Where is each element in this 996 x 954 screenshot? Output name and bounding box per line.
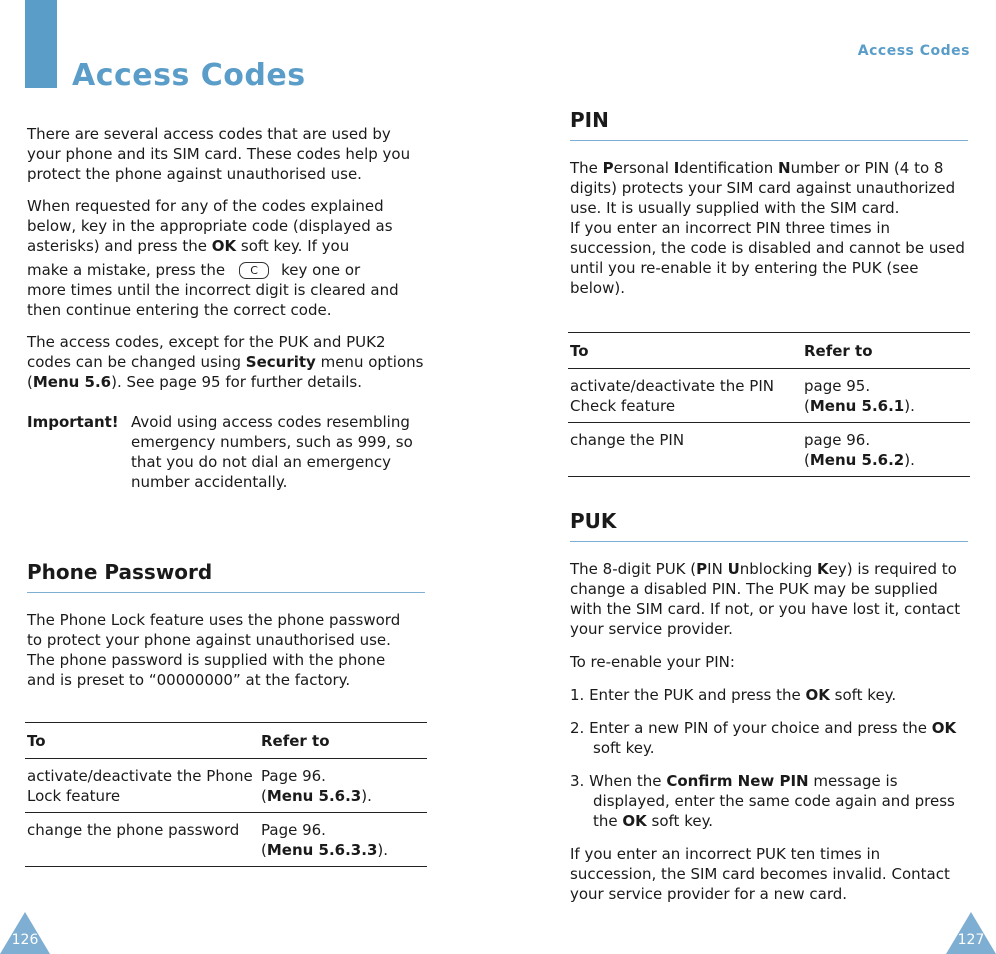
puk-paragraph bbox=[570, 559, 968, 639]
puk-text-nblocking: nblocking bbox=[739, 560, 818, 578]
left-column bbox=[27, 124, 427, 492]
table-cell-refer: Page 96. (Menu 5.6.3). bbox=[259, 759, 427, 813]
puk-initial-u: U bbox=[727, 560, 740, 578]
intro-2-text-e: more times until the incorrect digit is cleared and then continue entering the correct code. bbox=[27, 281, 399, 319]
table-row bbox=[25, 759, 427, 813]
puk-final-paragraph: If you enter an incorrect PUK ten times in succession, the SIM card becomes invalid. Contact your service provider for a new card. bbox=[570, 845, 950, 903]
step-3-text-a: 3. When the bbox=[570, 772, 667, 790]
phone-password-table bbox=[25, 722, 427, 867]
table-row bbox=[568, 423, 970, 477]
important-text: Avoid using access codes resembling emergency numbers, such as 999, so that you do not dial an emergency number accidentally. bbox=[131, 413, 413, 491]
step-2-text-b: soft key. bbox=[593, 739, 655, 757]
menu-ref: Menu 5.6.3.3 bbox=[266, 841, 378, 859]
col-header-refer: Refer to bbox=[259, 723, 427, 759]
c-key-icon: C bbox=[239, 262, 269, 279]
puk-initial-p: P bbox=[696, 560, 708, 578]
confirm-message-label: Confirm New PIN bbox=[666, 772, 809, 790]
puk-text-rest: ey) is required to change a disabled PIN. The PUK may be supplied with the SIM card. If not, or you have lost it, contact your service provider. bbox=[570, 560, 961, 638]
page-number-right: 127 bbox=[957, 932, 985, 948]
phone-password-paragraph: The Phone Lock feature uses the phone password to protect your phone against unauthorised use. The phone password is supplied with the phone and is preset to “00000000” at the factory. bbox=[27, 611, 401, 689]
ok-softkey-label: OK bbox=[931, 719, 957, 737]
section-divider bbox=[570, 140, 968, 141]
page-ref: Page 96. bbox=[261, 767, 326, 785]
table-cell-to: change the phone password bbox=[25, 813, 259, 867]
pin-table bbox=[568, 332, 970, 477]
intro-2-text-d: key one or bbox=[281, 261, 361, 279]
security-menu-label: Security bbox=[245, 353, 316, 371]
intro-paragraph-2-cont bbox=[27, 260, 427, 320]
page-ref: page 95. bbox=[804, 377, 871, 395]
pin-text-ersonal: ersonal bbox=[613, 159, 674, 177]
table-cell-to: change the PIN bbox=[568, 423, 802, 477]
ok-softkey-label: OK bbox=[805, 686, 830, 704]
table-cell-refer: Page 96. (Menu 5.6.3.3). bbox=[259, 813, 427, 867]
ok-softkey-label: OK bbox=[622, 812, 647, 830]
intro-paragraph-1: There are several access codes that are used by your phone and its SIM card. These codes help you protect the phone against unauthorised use. bbox=[27, 125, 411, 183]
puk-text-block bbox=[570, 559, 968, 904]
list-item bbox=[570, 685, 968, 705]
pin-heading: PIN bbox=[570, 108, 609, 132]
step-2-text-a: 2. Enter a new PIN of your choice and press the bbox=[570, 719, 932, 737]
intro-paragraph-3 bbox=[27, 332, 427, 392]
intro-3-text-b: menu options ( bbox=[27, 353, 424, 391]
page-number-left: 126 bbox=[11, 932, 39, 948]
step-1-text-b: soft key. bbox=[829, 686, 897, 704]
ref-close: ). bbox=[904, 397, 915, 415]
page-title: Access Codes bbox=[72, 58, 306, 93]
ok-softkey-label: OK bbox=[211, 237, 237, 255]
table-cell-refer: page 96. (Menu 5.6.2). bbox=[802, 423, 970, 477]
puk-text-in: IN bbox=[707, 560, 728, 578]
table-cell-refer: page 95. (Menu 5.6.1). bbox=[802, 369, 970, 423]
pin-initial-i: I bbox=[673, 159, 680, 177]
title-accent-bar bbox=[25, 0, 57, 88]
intro-2-text-a: When requested for any of the codes explained below, key in the appropriate code (displayed as asterisks) and press the bbox=[27, 197, 393, 255]
menu-ref: Menu 5.6 bbox=[32, 373, 112, 391]
ref-close: ). bbox=[904, 451, 915, 469]
col-header-refer: Refer to bbox=[802, 333, 970, 369]
puk-heading: PUK bbox=[570, 509, 617, 533]
col-header-to: To bbox=[25, 723, 259, 759]
page-ref: page 96. bbox=[804, 431, 871, 449]
puk-text-pre: The 8-digit PUK ( bbox=[570, 560, 697, 578]
list-item bbox=[570, 718, 968, 758]
section-divider bbox=[570, 541, 968, 542]
pin-initial-p: P bbox=[602, 159, 614, 177]
table-cell-to: activate/deactivate the PIN Check feature bbox=[568, 369, 802, 423]
step-3-text-c: soft key. bbox=[646, 812, 714, 830]
step-1-text-a: 1. Enter the PUK and press the bbox=[570, 686, 806, 704]
intro-paragraph-2 bbox=[27, 196, 427, 256]
puk-initial-k: K bbox=[817, 560, 829, 578]
pin-paragraph-2: If you enter an incorrect PIN three times in succession, the code is disabled and cannot be used until you re-enable it by entering the PUK (see below). bbox=[570, 219, 965, 297]
table-row bbox=[568, 369, 970, 423]
pin-text-block bbox=[570, 158, 968, 298]
intro-3-text-c: ). See page 95 for further details. bbox=[111, 373, 362, 391]
list-item bbox=[570, 771, 968, 831]
table-header-row bbox=[25, 723, 427, 759]
step-3-text-b: message is displayed, enter the same code again and press the bbox=[593, 772, 955, 830]
table-row bbox=[25, 813, 427, 867]
important-label: Important! bbox=[27, 413, 119, 431]
section-divider bbox=[27, 592, 425, 593]
ref-close: ). bbox=[361, 787, 372, 805]
menu-ref: Menu 5.6.2 bbox=[809, 451, 905, 469]
pin-initial-n: N bbox=[778, 159, 791, 177]
pin-text-rest: umber or PIN (4 to 8 digits) protects your SIM card against unauthorized use. It is usually supplied with the SIM card. bbox=[570, 159, 956, 217]
table-cell-to: activate/deactivate the Phone Lock feature bbox=[25, 759, 259, 813]
col-header-to: To bbox=[568, 333, 802, 369]
important-note bbox=[27, 412, 427, 492]
ref-close: ). bbox=[377, 841, 389, 859]
intro-2-text-b: soft key. If you bbox=[236, 237, 350, 255]
menu-ref: Menu 5.6.1 bbox=[809, 397, 905, 415]
pin-text-dentification: dentification bbox=[679, 159, 778, 177]
intro-2-text-c: make a mistake, press the bbox=[27, 261, 226, 279]
reenable-label: To re-enable your PIN: bbox=[570, 653, 735, 671]
menu-ref: Menu 5.6.3 bbox=[266, 787, 362, 805]
pin-paragraph-1 bbox=[570, 158, 968, 218]
phone-password-heading: Phone Password bbox=[27, 560, 213, 584]
pin-text-pre: The bbox=[570, 159, 603, 177]
table-header-row bbox=[568, 333, 970, 369]
intro-3-text-a: The access codes, except for the PUK and PUK2 codes can be changed using bbox=[27, 333, 386, 371]
page-ref: Page 96. bbox=[261, 821, 326, 839]
running-head: Access Codes bbox=[857, 43, 970, 59]
